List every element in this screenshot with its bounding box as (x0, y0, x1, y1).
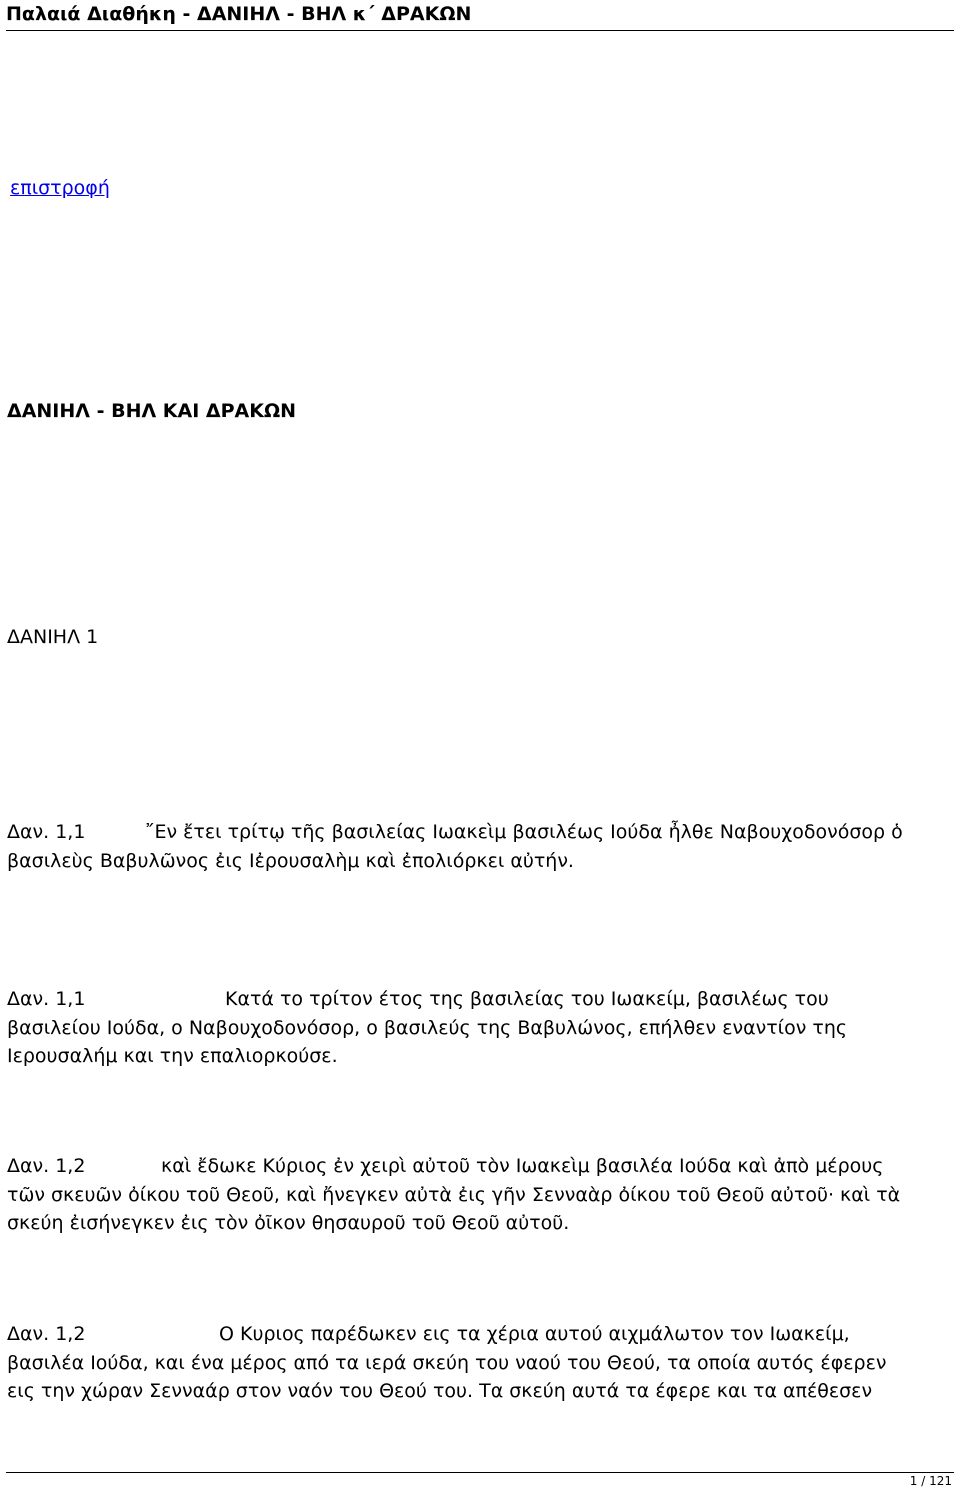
verse-line (7, 985, 953, 1014)
back-link[interactable]: επιστροφή (10, 177, 110, 199)
verse-line (7, 1320, 953, 1349)
verse-block (7, 985, 953, 1071)
verse-text: ῎Εν ἔτει τρίτῳ τῆς βασιλείας Ιωακεὶμ βασιλέως Ιούδα ἦλθε Ναβουχοδονόσορ ὁ (145, 821, 903, 843)
verse-block (7, 1320, 953, 1406)
verse-text: Κατά το τρίτον έτος της βασιλείας του Ιωακείμ, βασιλέως του (225, 988, 829, 1010)
verse-text: βασιλείου Ιούδα, ο Ναβουχοδονόσορ, ο βασιλεύς της Βαβυλώνος, επήλθεν εναντίον της (7, 1016, 848, 1039)
verse-line (7, 1152, 953, 1181)
header-divider (6, 30, 954, 31)
verse-reference: Δαν. 1,1 (7, 988, 86, 1010)
verse-text: σκεύη ἐισήνεγκεν ἐις τὸν ὀῖκον θησαυροῦ τοῦ Θεοῦ αὐτοῦ. (7, 1212, 570, 1234)
verse-block (7, 1152, 953, 1238)
verse-line (7, 818, 953, 847)
verse-text: εις την χώραν Σενναάρ στον ναόν του Θεού του. Τα σκεύη αυτά τα έφερε και τα απέθεσεν (7, 1380, 873, 1402)
verse-text: καὶ ἔδωκε Κύριος ἐν χειρὶ αὐτοῦ τὸν Ιωακεὶμ βασιλέα Ιούδα καὶ ἀπὸ μέρους (161, 1155, 884, 1177)
verse-text: τῶν σκευῶν ὀίκου τοῦ Θεοῦ, καὶ ἤνεγκεν αὐτὰ ἐις γῆν Σενναὰρ ὀίκου τοῦ Θεοῦ αὐτοῦ· καὶ τὰ (7, 1183, 901, 1206)
page-number: 1 / 121 (909, 1474, 952, 1488)
verse-reference: Δαν. 1,2 (7, 1323, 86, 1345)
verse-reference: Δαν. 1,1 (7, 821, 86, 843)
verse-text: Ιερουσαλήμ και την επαλιορκούσε. (7, 1045, 338, 1067)
page-title: Παλαιά Διαθήκη - ΔΑΝΙΗΛ - ΒΗΛ κ΄ ΔΡΑΚΩΝ (6, 3, 472, 25)
verse-reference: Δαν. 1,2 (7, 1155, 86, 1177)
verse-text: Ο Κυριος παρέδωκεν εις τα χέρια αυτού αιχμάλωτον τον Ιωακείμ, (219, 1323, 850, 1345)
document-title: ΔΑΝΙΗΛ - ΒΗΛ ΚΑΙ ΔΡΑΚΩΝ (7, 400, 297, 422)
chapter-title: ΔΑΝΙΗΛ 1 (7, 626, 99, 648)
verse-text: βασιλέα Ιούδα, και ένα μέρος από τα ιερά σκεύη του ναού του Θεού, τα οποία αυτός έφερεν (7, 1351, 887, 1374)
footer-divider (6, 1472, 954, 1473)
verse-block (7, 818, 953, 875)
page-header (0, 0, 960, 30)
verse-text: βασιλεὺς Βαβυλῶνος ἐις Ιἐρουσαλὴμ καὶ ἐπολιόρκει αὐτήν. (7, 849, 574, 872)
